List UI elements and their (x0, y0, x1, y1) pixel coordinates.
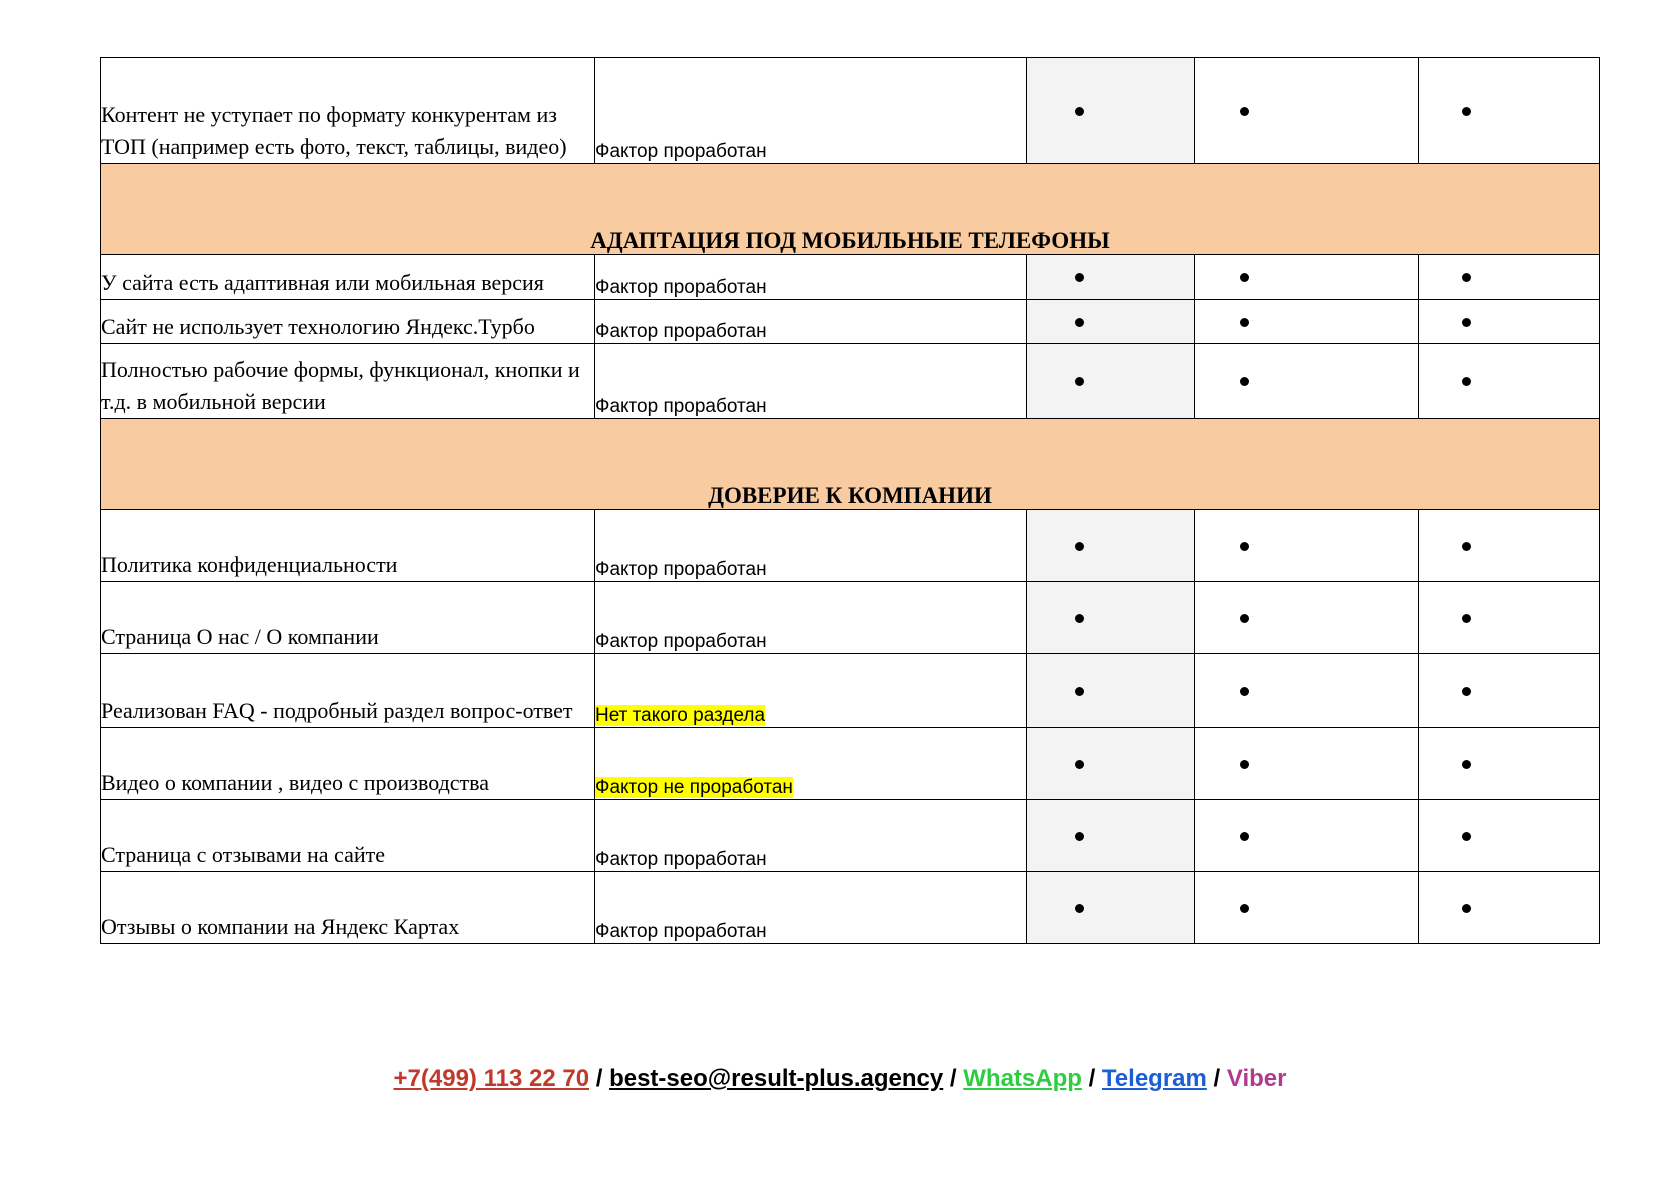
status-text: Фактор проработан (595, 321, 767, 342)
audit-table-body (101, 58, 1600, 944)
status-cell (595, 800, 1027, 872)
mark-cell (1027, 510, 1195, 582)
bullet-mark (1462, 273, 1471, 282)
bullet-mark (1240, 832, 1249, 841)
email-link[interactable]: best-seo@result-plus.agency (609, 1065, 944, 1092)
mark-cell (1195, 582, 1419, 654)
status-text: Фактор проработан (595, 921, 767, 942)
bullet-mark (1075, 377, 1084, 386)
criterion-cell: Политика конфиденциальности (101, 510, 595, 582)
mark-cell (1027, 255, 1195, 300)
table-row (101, 582, 1600, 654)
bullet-mark (1075, 687, 1084, 696)
bullet-mark (1240, 273, 1249, 282)
bullet-mark (1075, 542, 1084, 551)
status-text: Фактор проработан (595, 559, 767, 580)
status-text: Фактор проработан (595, 396, 767, 417)
table-row (101, 800, 1600, 872)
mark-cell (1419, 582, 1600, 654)
bullet-mark (1075, 614, 1084, 623)
bullet-mark (1462, 614, 1471, 623)
separator: / (1213, 1065, 1227, 1092)
telegram-link[interactable]: Telegram (1101, 1065, 1207, 1092)
mark-cell (1027, 800, 1195, 872)
bullet-mark (1075, 273, 1084, 282)
mark-cell (1419, 344, 1600, 419)
mark-cell (1195, 800, 1419, 872)
status-text: Фактор не проработан (595, 777, 793, 798)
separator: / (949, 1065, 964, 1092)
mark-cell (1419, 872, 1600, 944)
mark-cell (1027, 872, 1195, 944)
bullet-mark (1240, 542, 1249, 551)
bullet-mark (1240, 318, 1249, 327)
section-title: АДАПТАЦИЯ ПОД МОБИЛЬНЫЕ ТЕЛЕФОНЫ (101, 164, 1600, 255)
criterion-cell: Реализован FAQ - подробный раздел вопрос-ответ (101, 654, 595, 728)
status-text: Фактор проработан (595, 141, 767, 162)
mark-cell (1195, 255, 1419, 300)
status-cell (595, 300, 1027, 344)
criterion-cell: У сайта есть адаптивная или мобильная версия (101, 255, 595, 300)
mark-cell (1419, 300, 1600, 344)
status-cell (595, 728, 1027, 800)
mark-cell (1195, 728, 1419, 800)
audit-table (100, 57, 1600, 944)
mark-cell (1195, 654, 1419, 728)
table-row (101, 300, 1600, 344)
status-text: Фактор проработан (595, 277, 767, 298)
table-row (101, 728, 1600, 800)
table-row (101, 510, 1600, 582)
mark-cell (1195, 510, 1419, 582)
bullet-mark (1462, 904, 1471, 913)
contact-footer (0, 1065, 1680, 1093)
separator: / (595, 1065, 610, 1092)
mark-cell (1027, 344, 1195, 419)
bullet-mark (1075, 832, 1084, 841)
bullet-mark (1462, 318, 1471, 327)
criterion-cell: Видео о компании , видео с производства (101, 728, 595, 800)
table-row (101, 344, 1600, 419)
phone-link[interactable]: +7(499) 113 22 70 (393, 1065, 590, 1092)
status-cell (595, 582, 1027, 654)
criterion-cell: Страница О нас / О компании (101, 582, 595, 654)
status-cell (595, 255, 1027, 300)
table-row (101, 654, 1600, 728)
mark-cell (1027, 582, 1195, 654)
mark-cell (1419, 800, 1600, 872)
bullet-mark (1075, 318, 1084, 327)
mark-cell (1027, 728, 1195, 800)
criterion-cell: Сайт не использует технологию Яндекс.Турбо (101, 300, 595, 344)
bullet-mark (1075, 904, 1084, 913)
mark-cell (1195, 872, 1419, 944)
mark-cell (1027, 58, 1195, 164)
status-cell (595, 344, 1027, 419)
bullet-mark (1240, 904, 1249, 913)
table-row (101, 872, 1600, 944)
status-cell (595, 58, 1027, 164)
status-text: Фактор проработан (595, 849, 767, 870)
bullet-mark (1240, 760, 1249, 769)
section-header-row (101, 164, 1600, 255)
status-cell (595, 654, 1027, 728)
section-title: ДОВЕРИЕ К КОМПАНИИ (101, 419, 1600, 510)
bullet-mark (1075, 760, 1084, 769)
mark-cell (1195, 58, 1419, 164)
bullet-mark (1462, 760, 1471, 769)
mark-cell (1419, 255, 1600, 300)
bullet-mark (1240, 107, 1249, 116)
criterion-cell: Отзывы о компании на Яндекс Картах (101, 872, 595, 944)
mark-cell (1419, 510, 1600, 582)
bullet-mark (1240, 687, 1249, 696)
mark-cell (1419, 58, 1600, 164)
viber-link[interactable]: Viber (1226, 1065, 1287, 1092)
section-header-row (101, 419, 1600, 510)
bullet-mark (1240, 377, 1249, 386)
status-cell (595, 872, 1027, 944)
bullet-mark (1462, 107, 1471, 116)
status-text: Фактор проработан (595, 631, 767, 652)
criterion-cell: Полностью рабочие формы, функционал, кнопки и т.д. в мобильной версии (101, 344, 595, 419)
criterion-cell: Страница с отзывами на сайте (101, 800, 595, 872)
mark-cell (1027, 654, 1195, 728)
whatsapp-link[interactable]: WhatsApp (963, 1065, 1082, 1092)
mark-cell (1195, 344, 1419, 419)
table-row (101, 255, 1600, 300)
bullet-mark (1462, 687, 1471, 696)
criterion-cell: Контент не уступает по формату конкурентам из ТОП (например есть фото, текст, таблицы, видео) (101, 58, 595, 164)
bullet-mark (1462, 542, 1471, 551)
bullet-mark (1240, 614, 1249, 623)
bullet-mark (1075, 107, 1084, 116)
status-cell (595, 510, 1027, 582)
separator: / (1088, 1065, 1102, 1092)
mark-cell (1195, 300, 1419, 344)
bullet-mark (1462, 832, 1471, 841)
mark-cell (1419, 654, 1600, 728)
mark-cell (1027, 300, 1195, 344)
mark-cell (1419, 728, 1600, 800)
table-row (101, 58, 1600, 164)
bullet-mark (1462, 377, 1471, 386)
status-text: Нет такого раздела (595, 705, 766, 726)
